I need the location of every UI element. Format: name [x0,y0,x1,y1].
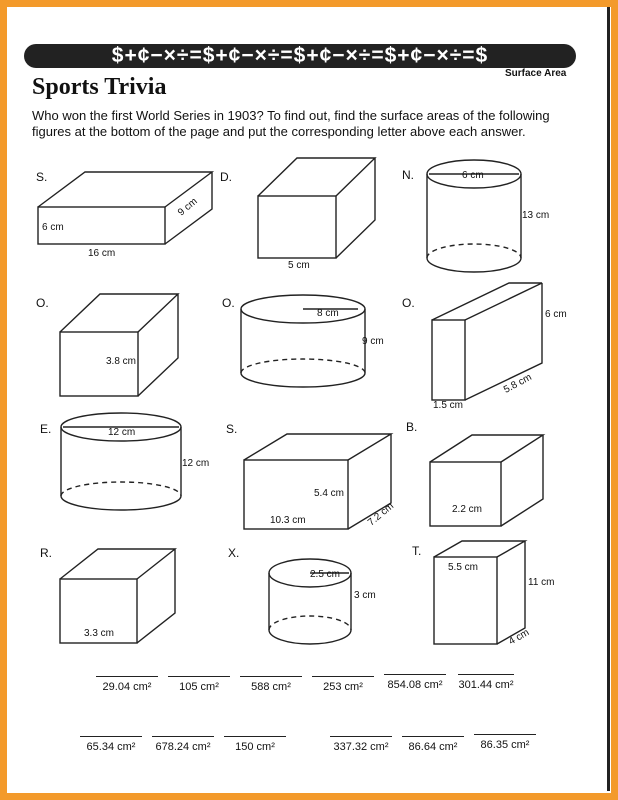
figure-letter: S. [226,422,238,436]
dimension-label: 3.8 cm [106,356,137,367]
answer-blank: 253 cm² [312,676,374,694]
dimension-label: 5.4 cm [314,488,345,499]
figure-letter: O. [402,296,415,310]
answer-blank: 150 cm² [224,736,286,754]
figure-letter: X. [228,546,240,560]
dimension-label: 6 cm [545,309,567,320]
cube-figure-b [430,435,543,526]
dimension-label: 5.5 cm [448,562,479,573]
dimension-label: 4 cm [507,627,532,648]
dimension-label: 12 cm [108,427,136,438]
cylinder-figure-o2 [241,295,365,387]
dimension-label: 9 cm [362,336,384,347]
figure-letter: B. [406,420,418,434]
question-text: Who won the first World Series in 1903? To find out, find the surface areas of the following figures at the bottom of the page and put the corresponding letter above each answer. [32,108,550,139]
dimension-label: 8 cm [317,308,339,319]
dimension-label: 10.3 cm [270,515,306,526]
dimension-label: 5 cm [288,260,310,271]
answer-blank: 588 cm² [240,676,302,694]
dimension-label: 16 cm [88,248,116,259]
cube-figure-o1 [60,294,178,396]
answer-blank: 29.04 cm² [96,676,158,694]
figure-letter: D. [220,170,232,184]
dimension-label: 2.2 cm [452,504,483,515]
figure-letter: O. [36,296,49,310]
dimension-label: 3 cm [354,590,376,601]
answer-blank: 337.32 cm² [330,736,392,754]
answer-blank: 65.34 cm² [80,736,142,754]
figure-letter: R. [40,546,52,560]
topic-label: Surface Area [505,68,567,79]
answer-blank: 86.35 cm² [474,734,536,752]
dimension-label: 9 cm [176,196,200,219]
figure-letter: T. [412,544,422,558]
dimension-label: 11 cm [528,577,555,588]
box-figure-s2 [244,434,391,529]
dimension-label: 13 cm [522,210,550,221]
symbol-banner: $+¢−×÷=$+¢−×÷=$+¢−×÷=$+¢−×÷=$ [24,44,576,68]
dimension-label: 6 cm [42,222,64,233]
figure-letter: N. [402,168,414,182]
answer-blank: 301.44 cm² [458,674,514,692]
cube-figure-r [60,549,175,643]
dimension-label: 5.8 cm [502,371,534,396]
dimension-label: 6 cm [462,170,484,181]
prism-figure-t [434,541,525,644]
answer-blank: 86.64 cm² [402,736,464,754]
dimension-label: 3.3 cm [84,628,115,639]
dimension-label: 2.5 cm [310,569,341,580]
cube-figure-d [258,158,375,258]
figure-letter: E. [40,422,52,436]
answer-blank: 678.24 cm² [152,736,214,754]
page-title: Sports Trivia [32,74,167,100]
dimension-label: 7.2 cm [366,500,397,529]
answer-blank: 105 cm² [168,676,230,694]
figure-letter: S. [36,170,48,184]
dimension-label: 1.5 cm [433,400,464,411]
figure-letter: O. [222,296,235,310]
dimension-label: 12 cm [182,458,210,469]
answer-blank: 854.08 cm² [384,674,446,692]
